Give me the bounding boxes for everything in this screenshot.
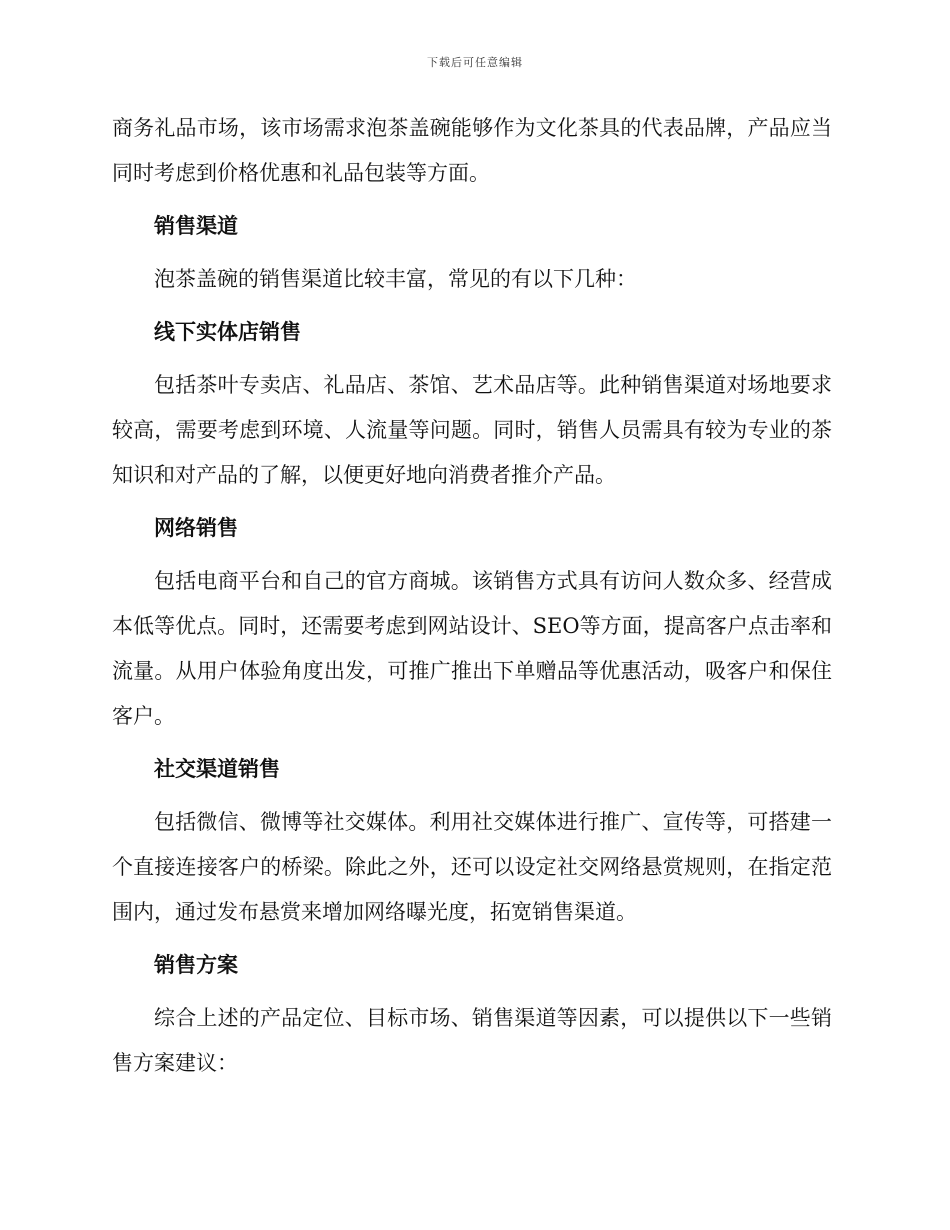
paragraph-channels-intro: 泡茶盖碗的销售渠道比较丰富，常见的有以下几种： [154,267,637,291]
heading-social-channel-sales: 社交渠道销售 [154,757,280,781]
paragraph-social-channel-sales: 包括微信、微博等社交媒体。利用社交媒体进行推广、宣传等，可搭建一个直接连接客户的桥梁。除此之外，还可以设定社交网络悬赏规则，在指定范围内，通过发布悬赏来增加网络曝光度，拓宽销售渠道。 [112,810,832,924]
paragraph-gift-market: 商务礼品市场，该市场需求泡茶盖碗能够作为文化茶具的代表品牌，产品应当同时考虑到价格优惠和礼品包装等方面。 [112,116,832,185]
paragraph-sales-plan: 综合上述的产品定位、目标市场、销售渠道等因素，可以提供以下一些销售方案建议： [112,1006,832,1075]
heading-offline-store-sales: 线下实体店销售 [154,320,301,344]
heading-sales-plan: 销售方案 [154,953,238,977]
document-body [112,106,832,1094]
paragraph-offline-store-sales: 包括茶叶专卖店、礼品店、茶馆、艺术品店等。此种销售渠道对场地要求较高，需要考虑到环境、人流量等问题。同时，销售人员需具有较为专业的茶知识和对产品的了解，以便更好地向消费者推介产品。 [112,373,832,487]
heading-online-sales: 网络销售 [154,516,238,540]
heading-sales-channels: 销售渠道 [154,214,238,238]
header-note: 下载后可任意编辑 [427,56,523,69]
paragraph-online-sales: 包括电商平台和自己的官方商城。该销售方式具有访问人数众多、经营成本低等优点。同时，还需要考虑到网站设计、SEO等方面，提高客户点击率和流量。从用户体验角度出发，可推广推出下单赠品等优惠活动，吸客户和保住客户。 [112,569,832,728]
